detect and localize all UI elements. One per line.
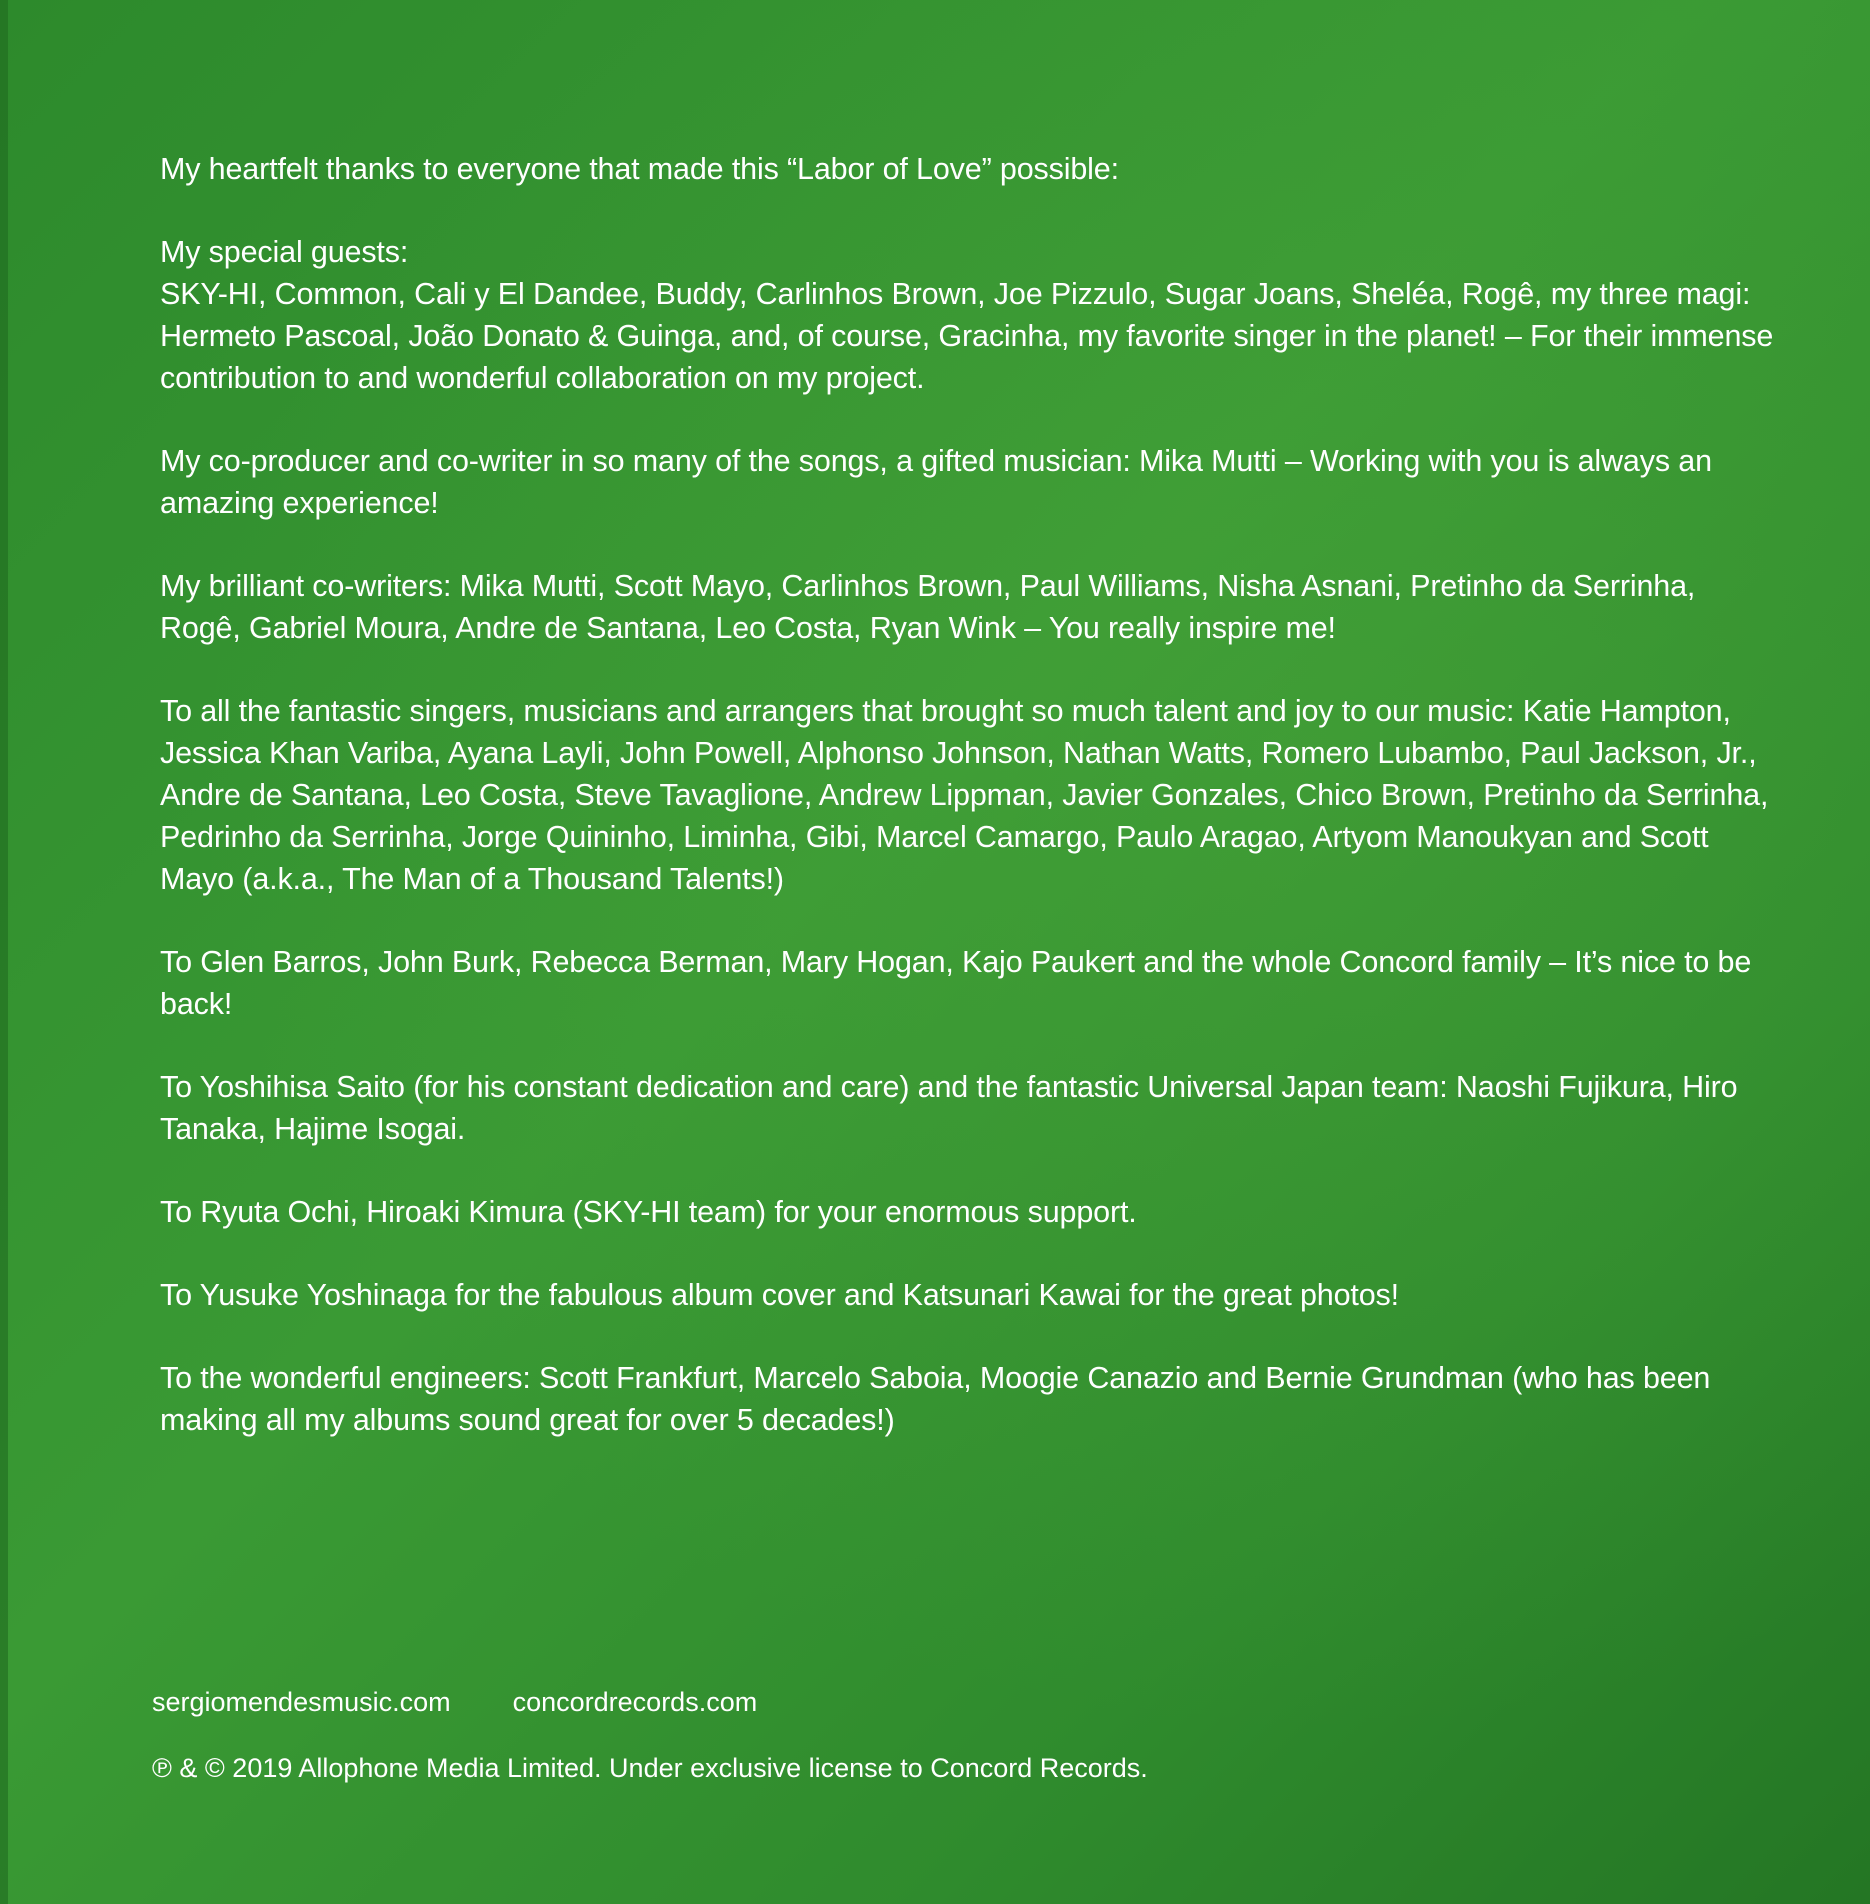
footer-links — [152, 1684, 1148, 1720]
special-guests-text: SKY-HI, Common, Cali y El Dandee, Buddy, Carlinhos Brown, Joe Pizzulo, Sugar Joans, Sheléa, Rogê, my three magi: Hermeto Pascoal, João Donato & Guinga, and, of course, Gracinha, my favorite singer in the planet! – For their immense contribution to and wonderful collaboration on my project. — [160, 277, 1774, 395]
concord-paragraph: To Glen Barros, John Burk, Rebecca Berman, Mary Hogan, Kajo Paukert and the whole Concord family – It’s nice to be back! — [160, 945, 1752, 1021]
intro-paragraph: My heartfelt thanks to everyone that made this “Labor of Love” possible: — [160, 152, 1119, 186]
special-guests-heading: My special guests: — [160, 235, 409, 269]
artist-website-link[interactable]: sergiomendesmusic.com — [152, 1687, 451, 1717]
label-website-link[interactable]: concordrecords.com — [512, 1687, 758, 1717]
special-guests-paragraph — [160, 231, 1782, 399]
acknowledgements — [160, 148, 1782, 1482]
footer — [152, 1684, 1148, 1786]
musicians-paragraph: To all the fantastic singers, musicians and arrangers that brought so much talent and joy to our music: Katie Hampton, Jessica Khan Variba, Ayana Layli, John Powell, Alphonso Johnson, Nathan Watts, Romero Lubambo, Paul Jackson, Jr., Andre de Santana, Leo Costa, Steve Tavaglione, Andrew Lippman, Javier Gonzales, Chico Brown, Pretinho da Serrinha, Pedrinho da Serrinha, Jorge Quininho, Liminha, Gibi, Marcel Camargo, Paulo Aragao, Artyom Manoukyan and Scott Mayo (a.k.a., The Man of a Thousand Talents!) — [160, 694, 1769, 896]
engineers-paragraph: To the wonderful engineers: Scott Frankfurt, Marcelo Saboia, Moogie Canazio and Bernie Grundman (who has been making all my albums sound great for over 5 decades!) — [160, 1361, 1711, 1437]
cowriters-paragraph: My brilliant co-writers: Mika Mutti, Scott Mayo, Carlinhos Brown, Paul Williams, Nisha Asnani, Pretinho da Serrinha, Rogê, Gabriel Moura, Andre de Santana, Leo Costa, Ryan Wink – You really inspire me! — [160, 569, 1696, 645]
coproducer-paragraph: My co-producer and co-writer in so many of the songs, a gifted musician: Mika Mutti – Working with you is always an amazing experience! — [160, 444, 1712, 520]
skyhi-team-paragraph: To Ryuta Ochi, Hiroaki Kimura (SKY-HI team) for your enormous support. — [160, 1195, 1137, 1229]
universal-paragraph: To Yoshihisa Saito (for his constant dedication and care) and the fantastic Universal Japan team: Naoshi Fujikura, Hiro Tanaka, Hajime Isogai. — [160, 1070, 1738, 1146]
artwork-paragraph: To Yusuke Yoshinaga for the fabulous album cover and Katsunari Kawai for the great photos! — [160, 1278, 1399, 1312]
copyright-notice: ℗ & © 2019 Allophone Media Limited. Under exclusive license to Concord Records. — [152, 1753, 1148, 1783]
